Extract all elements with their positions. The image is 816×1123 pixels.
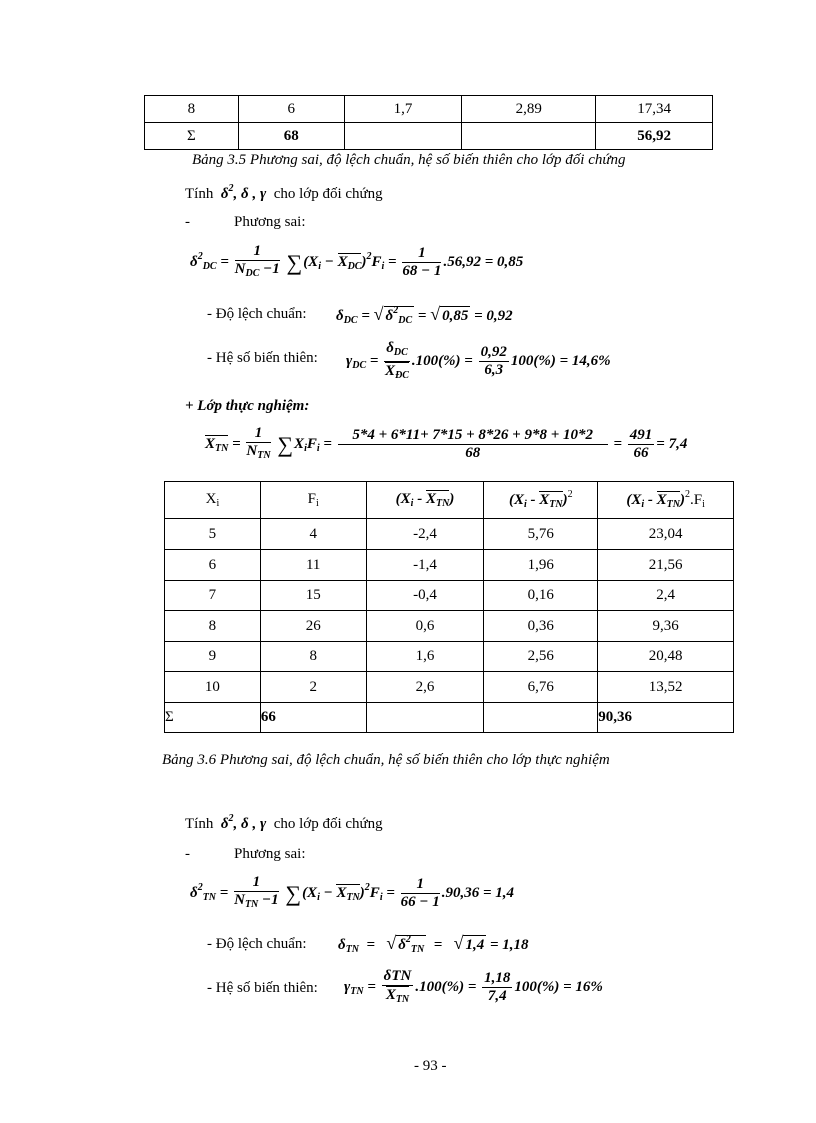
- stddev-label-2: - Độ lệch chuẩn:: [207, 936, 307, 952]
- table-cell: 56,92: [596, 123, 713, 150]
- table-cell: 6: [165, 550, 261, 581]
- table-cell: 9,36: [598, 611, 734, 642]
- table-cell: -2,4: [366, 519, 484, 550]
- section-heading-control: Tính $\delta^2$, δ , γ cho lớp đối chứng: [185, 183, 383, 202]
- header-weighted-squared: $(X_i - X_{TN})^2.F_i$: [598, 482, 734, 519]
- table-3-5-tail: [144, 95, 713, 150]
- stddev-label: - Độ lệch chuẩn:: [207, 306, 307, 322]
- table-cell: Σ: [165, 703, 261, 733]
- cv-label: - Hệ số biến thiên:: [207, 350, 318, 366]
- table-cell: 11: [260, 550, 366, 581]
- variance-formula-control: $\delta^2_{DC}$ = $\frac{1}{N_{DC} -1}$ $\sum(X_i - X_{DC})^2F_i$ = $\frac{1}{68 - 1}$ .56,92 = 0,85: [190, 243, 524, 279]
- heading-suffix: cho lớp đối chứng: [273, 186, 383, 202]
- table-cell: 20,48: [598, 642, 734, 672]
- table-cell: [344, 123, 462, 150]
- stddev-formula-experimental: $\delta_{TN}$ = √ $\delta^2_{TN}$ = √ 1,4 = 1,18: [338, 933, 529, 955]
- table-cell: 5: [165, 519, 261, 550]
- table-cell: 66: [260, 703, 366, 733]
- table-cell: 9: [165, 642, 261, 672]
- table-row: [165, 550, 734, 581]
- table-row: [165, 642, 734, 672]
- table-cell: [484, 703, 598, 733]
- table-cell: 15: [260, 581, 366, 611]
- caption-table-3-5: Bảng 3.5 Phương sai, độ lệch chuẩn, hệ số biến thiên cho lớp đối chứng: [192, 152, 626, 168]
- table-3-6: [164, 481, 734, 733]
- experimental-heading: + Lớp thực nghiệm:: [185, 398, 310, 414]
- table-cell: 2,89: [462, 96, 596, 123]
- table-cell: 6: [238, 96, 344, 123]
- table-cell: 23,04: [598, 519, 734, 550]
- table-cell: -0,4: [366, 581, 484, 611]
- table-row: [145, 123, 713, 150]
- variance-label: Phương sai:: [234, 214, 306, 230]
- table-cell: 6,76: [484, 672, 598, 703]
- table-cell: 10: [165, 672, 261, 703]
- table-cell: 21,56: [598, 550, 734, 581]
- section-heading-experimental: Tính $\delta^2$, δ , γ cho lớp đối chứng: [185, 813, 383, 832]
- table-cell: 90,36: [598, 703, 734, 733]
- table-header-row: [165, 482, 734, 519]
- table-cell: 1,96: [484, 550, 598, 581]
- caption-table-3-6: Bảng 3.6 Phương sai, độ lệch chuẩn, hệ số biến thiên cho lớp thực nghiệm: [162, 752, 610, 768]
- table-row: [165, 672, 734, 703]
- variance-label-2: Phương sai:: [234, 846, 306, 862]
- table-cell: 8: [165, 611, 261, 642]
- header-deviation-squared: $(X_i - X_{TN})^2$: [484, 482, 598, 519]
- header-deviation: $(X_i - X_{TN})$: [366, 482, 484, 519]
- table-cell: 0,6: [366, 611, 484, 642]
- table-cell: 2: [260, 672, 366, 703]
- table-cell: 5,76: [484, 519, 598, 550]
- table-cell: 8: [145, 96, 239, 123]
- table-row: [165, 611, 734, 642]
- header-fi: $F_i$: [260, 482, 366, 519]
- table-cell: 68: [238, 123, 344, 150]
- table-cell: 0,36: [484, 611, 598, 642]
- table-cell: [462, 123, 596, 150]
- table-cell: -1,4: [366, 550, 484, 581]
- table-cell: 13,52: [598, 672, 734, 703]
- table-row: [165, 519, 734, 550]
- table-cell: 8: [260, 642, 366, 672]
- stddev-formula-control: $\delta_{DC}$ = √ $\delta^2_{DC}$ = √ 0,85 = 0,92: [336, 304, 513, 326]
- mean-formula-experimental: $X_{TN}$ = $\frac{1}{N_{TN}}$ $\sum X_iF_i$ = $\frac{5*4 + 6*11+ 7*15 + 8*26 + 9*8 + 10*2}{68}$ = $\frac{491}{66}$ = 7,4: [205, 425, 688, 461]
- heading-prefix: Tính: [185, 186, 214, 202]
- table-cell: Σ: [145, 123, 239, 150]
- variance-formula-experimental: $\delta^2_{TN}$ = $\frac{1}{N_{TN} -1}$ $\sum(X_i - X_{TN})^2F_i$ = $\frac{1}{66 - 1}$ .90,36 = 1,4: [190, 874, 515, 910]
- table-cell: 7: [165, 581, 261, 611]
- table-cell: [366, 703, 484, 733]
- heading-suffix: cho lớp đối chứng: [273, 816, 383, 832]
- table-cell: 4: [260, 519, 366, 550]
- page-number: - 93 -: [414, 1058, 447, 1074]
- table-cell: 26: [260, 611, 366, 642]
- table-cell: 2,4: [598, 581, 734, 611]
- cv-formula-control: $\gamma_{DC}$ = $\frac{\delta_{DC}}{X_{ĐC}}$ .100(%) = $\frac{0,92}{6,3}$ 100(%) = 14,6%: [346, 340, 611, 381]
- cv-formula-experimental: $\gamma_{TN}$ = $\frac{\text{δTN}}{X_{TN}}$ .100(%) = $\frac{1,18}{7,4}$ 100(%) = 16%: [344, 968, 603, 1005]
- header-xi: $X_i$: [165, 482, 261, 519]
- table-cell: 2,56: [484, 642, 598, 672]
- table-cell: 17,34: [596, 96, 713, 123]
- table-cell: 1,6: [366, 642, 484, 672]
- variance-bullet: -: [185, 214, 190, 230]
- table-cell: 2,6: [366, 672, 484, 703]
- table-row: [165, 581, 734, 611]
- table-sum-row: [165, 703, 734, 733]
- table-cell: 1,7: [344, 96, 462, 123]
- heading-prefix: Tính: [185, 816, 214, 832]
- table-row: [145, 96, 713, 123]
- table-cell: 0,16: [484, 581, 598, 611]
- variance-bullet-2: -: [185, 846, 190, 862]
- cv-label-2: - Hệ số biến thiên:: [207, 980, 318, 996]
